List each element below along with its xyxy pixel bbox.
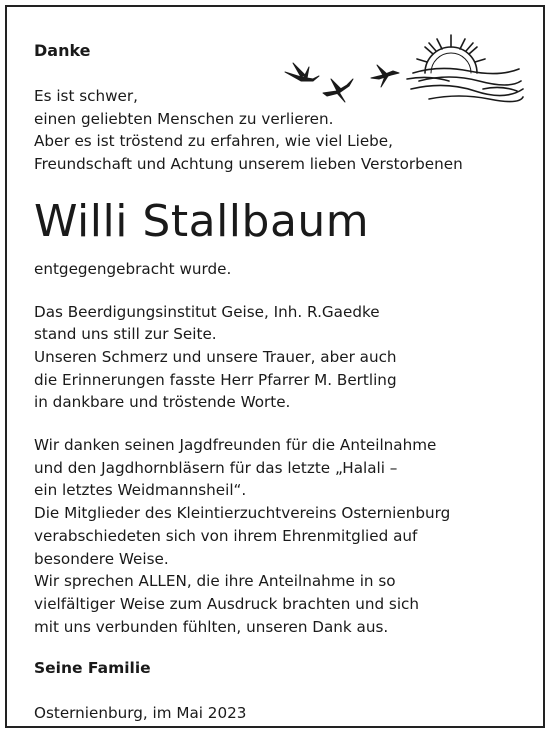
after-name-text bbox=[34, 258, 534, 281]
text-line: entgegengebracht wurde. bbox=[34, 259, 232, 278]
text-line: vielfältiger Weise zum Ausdruck brachten und sich bbox=[34, 594, 420, 613]
text-line: ein letztes Weidmannsheil“. bbox=[34, 481, 247, 500]
text-line: Die Mitglieder des Kleintierzuchtvereins Osternienburg bbox=[34, 504, 451, 523]
text-line: Das Beerdigungsinstitut Geise, Inh. R.Gaedke bbox=[34, 302, 380, 321]
intro-paragraph bbox=[34, 85, 534, 176]
text-line: besondere Weise. bbox=[34, 549, 169, 568]
family-signature: Seine Familie bbox=[34, 659, 151, 678]
funeral-paragraph bbox=[34, 301, 534, 415]
notice-content bbox=[34, 41, 534, 725]
deceased-name: Willi Stallbaum bbox=[34, 195, 370, 247]
text-line: stand uns still zur Seite. bbox=[34, 325, 217, 344]
text-line: Wir danken seinen Jagdfreunden für die Anteilnahme bbox=[34, 436, 437, 455]
text-line: und den Jagdhornbläsern für das letzte „Halali – bbox=[34, 458, 398, 477]
text-line: mit uns verbunden fühlten, unseren Dank aus. bbox=[34, 617, 389, 636]
signature-block bbox=[34, 658, 534, 678]
notice-frame bbox=[5, 5, 545, 728]
text-line: Unseren Schmerz und unsere Trauer, aber auch bbox=[34, 347, 397, 366]
text-line: verabschiedeten sich von ihrem Ehrenmitglied auf bbox=[34, 526, 418, 545]
text-line: die Erinnerungen fasste Herr Pfarrer M. Bertling bbox=[34, 370, 397, 389]
text-line: Es ist schwer, bbox=[34, 87, 138, 105]
thanks-paragraph bbox=[34, 434, 534, 638]
text-line: in dankbare und tröstende Worte. bbox=[34, 393, 291, 412]
text-line: einen geliebten Menschen zu verlieren. bbox=[34, 109, 334, 128]
text-line: Wir sprechen ALLEN, die ihre Anteilnahme in so bbox=[34, 572, 396, 591]
notice-heading: Danke bbox=[34, 41, 91, 60]
place-and-date: Osternienburg, im Mai 2023 bbox=[34, 704, 247, 723]
text-line: Freundschaft und Achtung unserem lieben Verstorbenen bbox=[34, 155, 463, 174]
text-line: Aber es ist tröstend zu erfahren, wie viel Liebe, bbox=[34, 132, 393, 151]
